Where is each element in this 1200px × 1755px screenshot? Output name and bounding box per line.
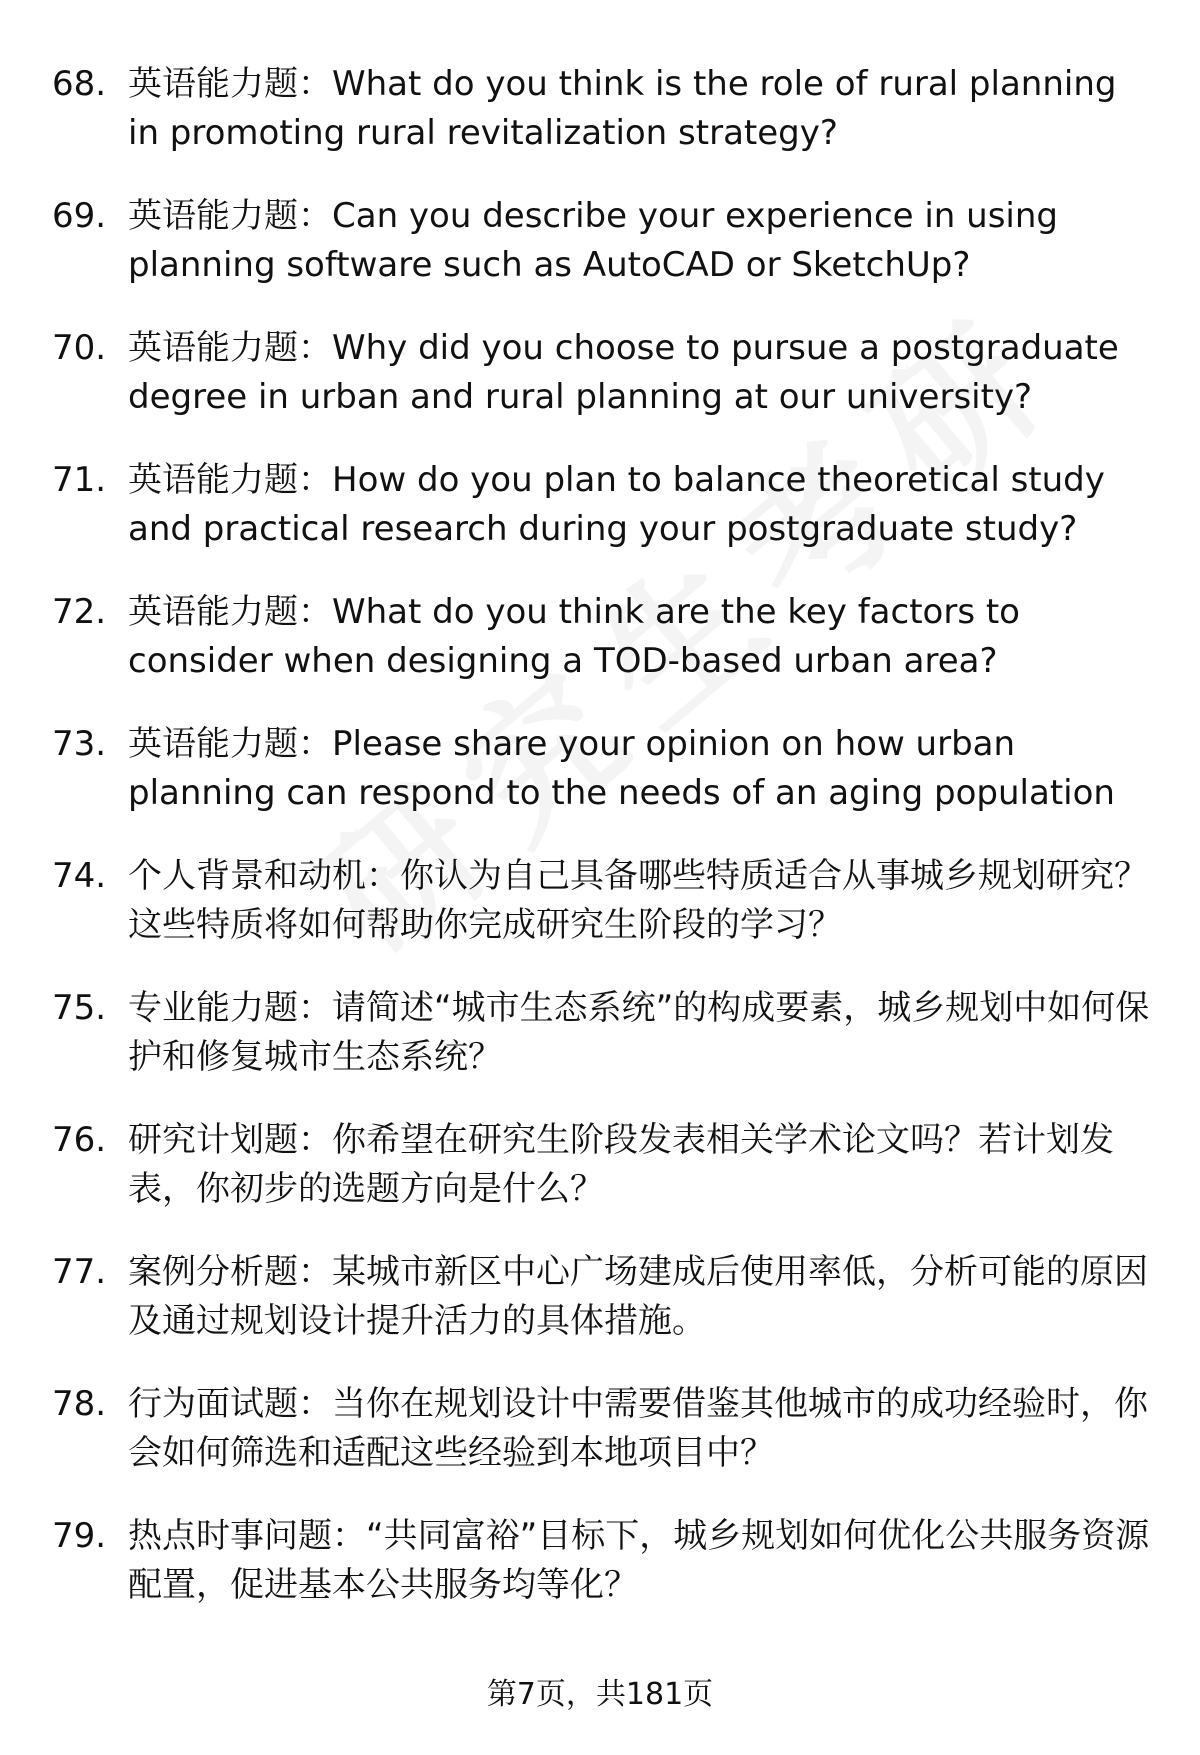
question-text: 英语能力题：Why did you choose to pursue a postgraduate degree in urban and rural planning at our university? (128, 328, 1119, 417)
question-number: 74. (52, 856, 107, 896)
question-item (52, 1248, 1152, 1380)
question-item (52, 1380, 1152, 1512)
question-number: 72. (52, 592, 107, 632)
question-item (52, 588, 1152, 720)
question-number: 73. (52, 724, 107, 764)
question-number: 78. (52, 1384, 107, 1424)
question-item (52, 852, 1152, 984)
question-text: 英语能力题：Can you describe your experience in using planning software such as AutoCAD or SketchUp? (128, 196, 1059, 285)
question-number: 79. (52, 1516, 107, 1556)
question-text: 英语能力题：How do you plan to balance theoretical study and practical research during your postgraduate study? (128, 460, 1105, 549)
question-number: 77. (52, 1252, 107, 1292)
question-item (52, 1116, 1152, 1248)
question-number: 76. (52, 1120, 107, 1160)
question-item (52, 720, 1152, 852)
question-number: 68. (52, 64, 107, 104)
question-item (52, 192, 1152, 324)
question-number: 75. (52, 988, 107, 1028)
question-text: 案例分析题：某城市新区中心广场建成后使用率低，分析可能的原因及通过规划设计提升活力的具体措施。 (128, 1252, 1148, 1341)
question-text: 研究计划题：你希望在研究生阶段发表相关学术论文吗？若计划发表，你初步的选题方向是什么？ (128, 1120, 1114, 1209)
question-number: 69. (52, 196, 107, 236)
question-list (52, 60, 1152, 1644)
question-text: 英语能力题：What do you think are the key factors to consider when designing a TOD-based urban area? (128, 592, 1020, 681)
question-item (52, 324, 1152, 456)
question-text: 英语能力题：Please share your opinion on how urban planning can respond to the needs of an aging population (128, 724, 1115, 813)
page-footer: 第7页，共181页 (486, 1677, 714, 1712)
question-item (52, 984, 1152, 1116)
question-text: 热点时事问题：“共同富裕”目标下，城乡规划如何优化公共服务资源配置，促进基本公共服务均等化？ (128, 1516, 1150, 1605)
question-text: 个人背景和动机：你认为自己具备哪些特质适合从事城乡规划研究？这些特质将如何帮助你完成研究生阶段的学习？ (128, 856, 1148, 945)
question-item (52, 1512, 1152, 1644)
question-number: 70. (52, 328, 107, 368)
question-text: 行为面试题：当你在规划设计中需要借鉴其他城市的成功经验时，你会如何筛选和适配这些经验到本地项目中？ (128, 1384, 1148, 1473)
question-text: 专业能力题：请简述“城市生态系统”的构成要素，城乡规划中如何保护和修复城市生态系统？ (128, 988, 1150, 1077)
question-item (52, 60, 1152, 192)
question-text: 英语能力题：What do you think is the role of rural planning in promoting rural revitalization strategy? (128, 64, 1117, 153)
question-item (52, 456, 1152, 588)
question-number: 71. (52, 460, 107, 500)
